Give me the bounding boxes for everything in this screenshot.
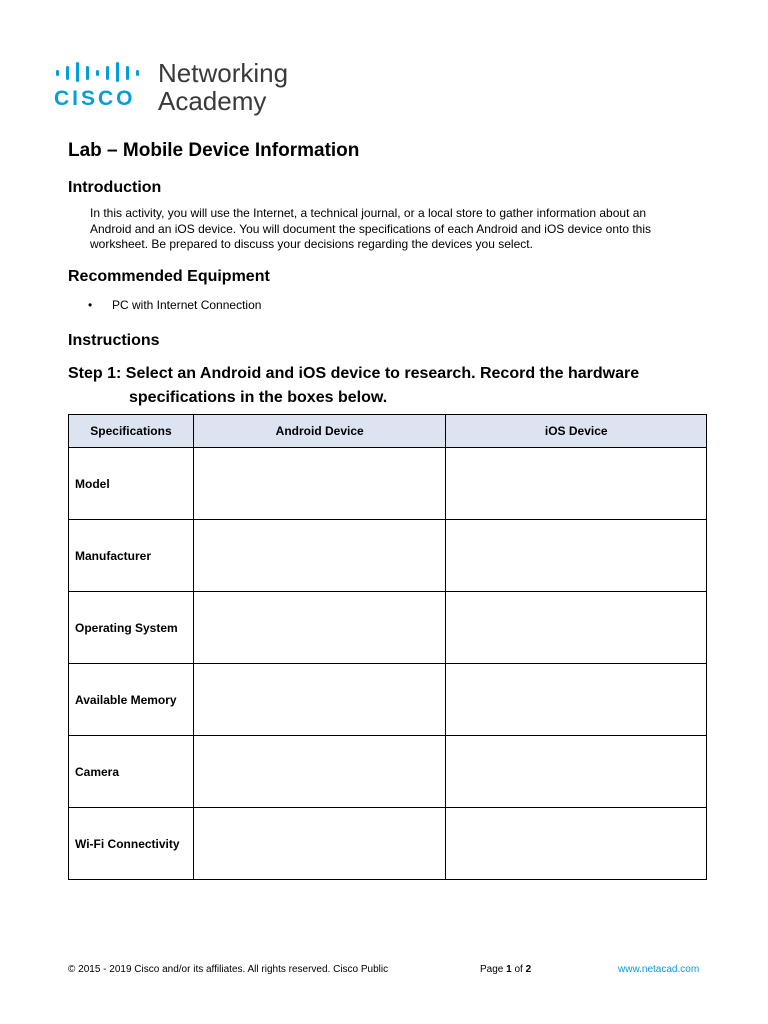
ios-memory-cell[interactable]: [446, 664, 707, 736]
row-label-manufacturer: Manufacturer: [69, 520, 194, 592]
equipment-heading: Recommended Equipment: [68, 268, 270, 285]
table-row: [69, 808, 707, 880]
logo-text-academy: Academy: [158, 86, 267, 116]
android-model-cell[interactable]: [193, 448, 446, 520]
android-wifi-cell[interactable]: [193, 808, 446, 880]
table-header-row: [69, 415, 707, 448]
ios-manufacturer-cell[interactable]: [446, 520, 707, 592]
row-label-model: Model: [69, 448, 194, 520]
android-memory-cell[interactable]: [193, 664, 446, 736]
row-label-wifi-connectivity: Wi-Fi Connectivity: [69, 808, 194, 880]
cisco-wordmark: CISCO: [54, 87, 136, 110]
page-prefix: Page: [480, 964, 507, 975]
android-os-cell[interactable]: [193, 592, 446, 664]
row-label-camera: Camera: [69, 736, 194, 808]
header-android-device: Android Device: [193, 415, 446, 448]
ios-os-cell[interactable]: [446, 592, 707, 664]
table-row: [69, 592, 707, 664]
equipment-item-label: PC with Internet Connection: [112, 298, 262, 312]
android-manufacturer-cell[interactable]: [193, 520, 446, 592]
row-label-operating-system: Operating System: [69, 592, 194, 664]
introduction-text: In this activity, you will use the Internet, a technical journal, or a local store to gather information about an Android and an iOS device. You will document the specifications of each Android and iOS device onto this worksheet. Be prepared to discuss your decisions regarding the devices you select.: [90, 206, 652, 251]
header-specifications: Specifications: [69, 415, 194, 448]
header-ios-device: iOS Device: [446, 415, 707, 448]
table-row: [69, 664, 707, 736]
page-total: 2: [525, 964, 532, 975]
footer-copyright: © 2015 - 2019 Cisco and/or its affiliates. All rights reserved. Cisco Public: [68, 964, 389, 975]
cisco-bridge-bars-icon: [54, 62, 148, 82]
page-current: 1: [506, 964, 512, 975]
specifications-table: [68, 414, 707, 880]
table-row: [69, 448, 707, 520]
step-1-heading: [68, 362, 688, 410]
page-title: Lab – Mobile Device Information: [68, 140, 360, 161]
footer-website-link[interactable]: www.netacad.com: [618, 964, 700, 975]
step-1-line-1: Step 1: Select an Android and iOS device to research. Record the hardware: [68, 365, 640, 382]
row-label-available-memory: Available Memory: [69, 664, 194, 736]
cisco-networking-academy-logo: [54, 58, 314, 118]
ios-wifi-cell[interactable]: [446, 808, 707, 880]
ios-camera-cell[interactable]: [446, 736, 707, 808]
android-camera-cell[interactable]: [193, 736, 446, 808]
instructions-heading: Instructions: [68, 332, 160, 349]
logo-text-networking: Networking: [158, 58, 289, 88]
step-1-line-2: specifications in the boxes below.: [129, 389, 388, 406]
bullet-icon: •: [88, 298, 93, 312]
ios-model-cell[interactable]: [446, 448, 707, 520]
table-row: [69, 520, 707, 592]
equipment-list-item: [88, 298, 261, 312]
footer-page-number: [480, 964, 531, 975]
table-row: [69, 736, 707, 808]
introduction-heading: Introduction: [68, 179, 162, 196]
page-of: of: [511, 964, 526, 975]
